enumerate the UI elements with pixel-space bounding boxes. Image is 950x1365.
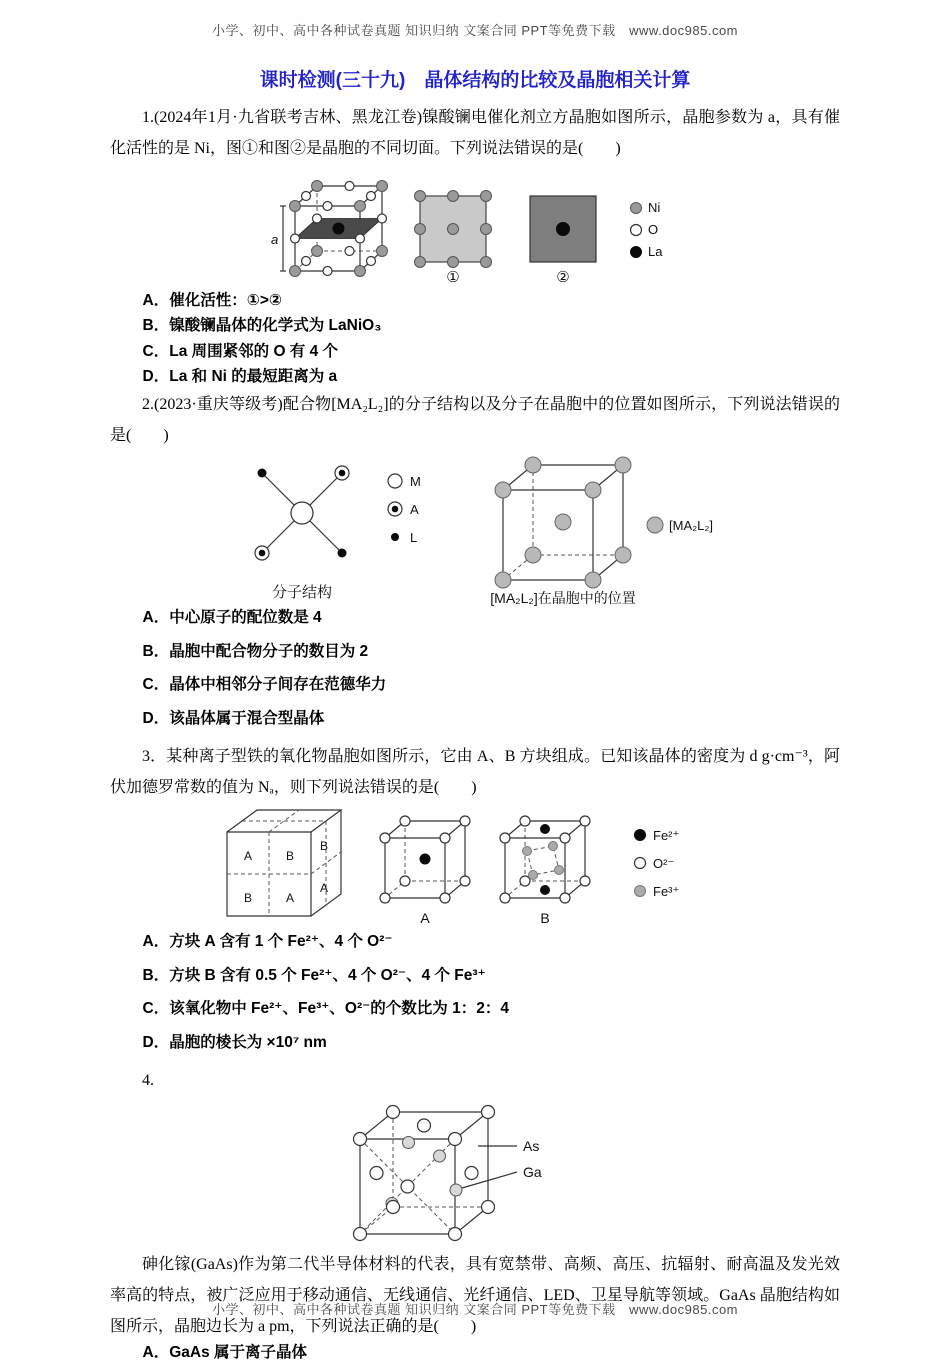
fe3-atom [529, 871, 538, 880]
question-2-option-b: B．晶胞中配合物分子的数目为 2 [142, 642, 369, 660]
question-2-option-d: D．该晶体属于混合型晶体 [142, 709, 325, 727]
molecule-legend-icon [647, 517, 663, 533]
l-legend-icon [392, 534, 399, 541]
fe2-legend-label: Fe²⁺ [653, 828, 680, 844]
question-1-figure [110, 166, 840, 286]
o2-legend-label: O²⁻ [653, 856, 675, 872]
as-atom [354, 1227, 367, 1240]
question-3-stem: 3．某种离子型铁的氧化物晶胞如图所示，它由 A、B 方块组成。已知该晶体的密度为 d g·cm⁻³，阿伏加德罗常数的值为 Nₐ，则下列说法错误的是( ) [110, 748, 840, 797]
as-atom [482, 1105, 495, 1118]
block-b-label: B [540, 910, 550, 927]
unit-cell-cube [271, 181, 388, 277]
la-legend-label: La [648, 244, 663, 260]
cell-parameter-label: a [271, 232, 279, 248]
question-1-option-d: D．La 和 Ni 的最短距离为 a [142, 367, 338, 385]
body-center-molecule [555, 514, 571, 530]
ga-atom [434, 1150, 446, 1162]
block-a-label: A [420, 910, 430, 927]
ni-legend-label: Ni [648, 200, 661, 216]
question-2-option-c: C．晶体中相邻分子间存在范德华力 [142, 676, 387, 694]
question-4-option-a: A．GaAs 属于离子晶体 [142, 1344, 308, 1362]
block-letter: A [285, 891, 295, 906]
as-atom [418, 1119, 431, 1132]
complex-molecule-diagram [215, 453, 735, 605]
question-3-option-d: D．晶胞的棱长为 ×10⁷ nm [142, 1033, 327, 1051]
question-2-option-a: A．中心原子的配位数是 4 [142, 609, 322, 627]
page-title: 课时检测(三十九) 晶体结构的比较及晶胞相关计算 [259, 70, 691, 91]
m-atom [291, 502, 313, 524]
q2-legend [388, 474, 421, 545]
fe3-legend-label: Fe³⁺ [653, 884, 680, 900]
fe3-atom [523, 847, 532, 856]
ga-atom [450, 1184, 462, 1196]
fe3-atom [555, 866, 564, 875]
iron-oxide-cell-diagram [215, 805, 735, 929]
a-atom [255, 546, 269, 560]
question-1-option-a: A．催化活性：①>② [142, 292, 283, 310]
question-3-option-b: B．方块 B 含有 0.5 个 Fe²⁺、4 个 O²⁻、4 个 Fe³⁺ [142, 966, 486, 984]
page-header-text: 小学、初中、高中各种试卷真题 知识归纳 文案合同 PPT等免费下载 www.doc985.com [212, 23, 738, 38]
molecule-unit-cell [490, 457, 635, 606]
cut-face-1 [415, 191, 492, 287]
o-legend-label: O [648, 222, 659, 238]
ga-atom [403, 1136, 415, 1148]
m-legend-icon [388, 474, 402, 488]
ga-label: Ga [523, 1163, 542, 1180]
q1-legend [631, 200, 664, 259]
molecule-legend-label: [MA₂L₂] [669, 518, 714, 534]
gaas-unit-cell [354, 1105, 542, 1240]
o-legend-icon [631, 225, 642, 236]
l-legend-label: L [410, 530, 418, 546]
molecule-caption: 分子结构 [271, 584, 333, 602]
fe2-atom [541, 825, 550, 834]
as-atom [401, 1180, 414, 1193]
block-assembly [227, 810, 341, 916]
block-letter: A [243, 849, 253, 864]
q2-cell-legend [647, 517, 713, 533]
fe2-atom [541, 886, 550, 895]
la-atom [333, 223, 344, 234]
question-3 [110, 741, 840, 1054]
fe2-atom [420, 854, 430, 864]
fe3-legend-icon [635, 886, 646, 897]
a-atom [335, 466, 349, 480]
question-4-options [110, 1342, 840, 1364]
as-atom [449, 1227, 462, 1240]
cut-face-2 [530, 196, 596, 286]
block-letter: B [285, 849, 295, 864]
m-legend-label: M [410, 474, 421, 490]
o2-legend-icon [635, 858, 646, 869]
question-1-options [110, 288, 840, 388]
as-atom [370, 1166, 383, 1179]
page-footer-text: 小学、初中、高中各种试卷真题 知识归纳 文案合同 PPT等免费下载 www.doc985.com [212, 1302, 738, 1317]
question-3-option-c: C．该氧化物中 Fe²⁺、Fe³⁺、O²⁻的个数比为 1：2：4 [142, 1000, 509, 1018]
la-legend-icon [631, 247, 642, 258]
block-b-cube [500, 816, 590, 926]
unit-cell-caption: [MA₂L₂]在晶胞中的位置 [490, 590, 636, 607]
question-4 [110, 1065, 840, 1364]
question-4-number: 4. [142, 1072, 154, 1090]
cut-face-2-label: ② [556, 269, 570, 287]
question-2 [110, 389, 840, 730]
question-3-options [110, 931, 840, 1054]
l-atom [258, 469, 266, 477]
question-2-figure [110, 453, 840, 605]
question-3-figure [110, 805, 840, 929]
block-letter: B [319, 839, 329, 854]
question-4-stem: 砷化镓(GaAs)作为第二代半导体材料的代表，具有宽禁带、高频、高压、抗辐射、耐高温及发光效率高的特点，被广泛应用于移动通信、无线通信、光纤通信、LED、卫星导航等领域。GaAs 晶胞结构如图所示，晶胞边长为 a pm，下列说法正确的是( ) [110, 1255, 840, 1335]
q3-legend [635, 828, 680, 899]
as-atom [354, 1132, 367, 1145]
as-label: As [523, 1137, 540, 1154]
question-1 [110, 102, 840, 389]
question-2-stem: 2.(2023·重庆等级考)配合物[MA₂L₂]的分子结构以及分子在晶胞中的位置如图所示，下列说法错误的是( ) [110, 395, 840, 444]
block-a-cube [380, 816, 470, 926]
question-1-option-b: B．镍酸镧晶体的化学式为 LaNiO₃ [142, 317, 382, 335]
fe3-atom [549, 842, 558, 851]
a-legend-label: A [410, 502, 419, 518]
l-atom [338, 549, 346, 557]
gaas-cell-diagram [325, 1099, 625, 1247]
question-3-option-a: A．方块 A 含有 1 个 Fe²⁺、4 个 O²⁻ [142, 933, 393, 951]
question-2-options [110, 607, 840, 730]
block-letter: A [319, 881, 329, 896]
perovskite-cell-diagram [260, 166, 690, 286]
as-atom [449, 1132, 462, 1145]
molecular-structure [255, 466, 349, 601]
fe2-legend-icon [635, 830, 646, 841]
ni-legend-icon [631, 203, 642, 214]
a-legend-icon [388, 502, 402, 516]
as-atom [387, 1105, 400, 1118]
as-atom [387, 1200, 400, 1213]
as-atom [482, 1200, 495, 1213]
question-1-option-c: C．La 周围紧邻的 O 有 4 个 [142, 342, 339, 360]
block-letter: B [243, 891, 253, 906]
question-1-stem: 1.(2024年1月·九省联考吉林、黑龙江卷)镍酸镧电催化剂立方晶胞如图所示，晶胞参数为 a，具有催化活性的是 Ni，图①和图②是晶胞的不同切面。下列说法错误的是( ) [110, 109, 840, 158]
question-4-figure [110, 1099, 840, 1247]
cut-face-1-label: ① [446, 269, 460, 287]
as-atom [465, 1166, 478, 1179]
